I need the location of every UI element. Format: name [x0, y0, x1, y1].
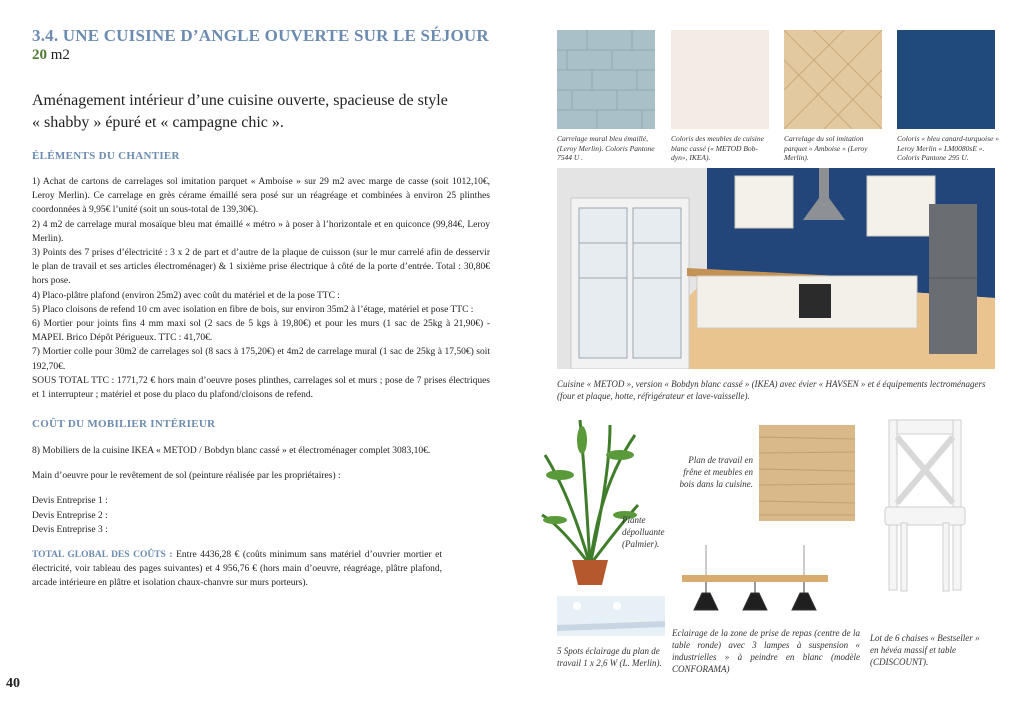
surface-area — [32, 47, 70, 64]
chantier-item: 3) Points des 7 prises d’électricité : 3 x 2 de part et d’autre de la plaque de cuisson (sur le mur carrelé afin de desservir le plan de travail et ses articles électroménager) & 1 sixième prise électrique à côté de la porte d’entrée. Total : 30,80€ hors pose. — [32, 248, 490, 287]
spots-caption: 5 Spots éclairage du plan de travail 1 x 2,6 W (L. Merlin). — [557, 646, 662, 668]
worktop-swatch — [759, 425, 855, 521]
kitchen-illustration — [557, 168, 995, 369]
swatch-caption: Carrelage mural bleu émaillé, (Leroy Merlin). Coloris Pantone 7544 U . — [557, 134, 655, 162]
page-number: 40 — [6, 676, 20, 691]
lamps-caption: Eclairage de la zone de prise de repas (centre de la table ronde) avec 3 lampes à suspension « industrielles » à peindre en blanc (modèle CONFORAMA) — [672, 628, 860, 674]
devis-line: Devis Entreprise 3 : — [32, 524, 108, 535]
spots-image — [557, 596, 665, 636]
chantier-item: 1) Achat de cartons de carrelages sol imitation parquet « Amboise » sur 29 m2 avec marge de casse (soit 1012,10€, Leroy Merlin). Ce carrelage en grès cérame émaillé sera posé sur un réagréage et combinées à environ 25 plinthes coordonnées à 9,95€ l’unité (soit un sous-total de 139,30€). — [32, 177, 490, 216]
mobilier-heading: COÛT DU MOBILIER INTÉRIEUR — [32, 418, 216, 430]
wall-paint-swatch — [897, 30, 995, 129]
total-text: Entre 4436,28 € (coûts minimum sans matériel d’ouvrier mortier et électricité, voir tableau des pages suivantes) et 4 956,76 € (hors main d’oeuvre, réagréage, plâtre plafond, arcade intérieure en plâtre et isolation chaux-chanvre sur murs porteurs). — [32, 550, 443, 589]
total-global — [32, 548, 442, 591]
swatch-caption: Coloris « bleu canard-turquoise » Leroy Merlin « LM0080sE ». Coloris Pantone 295 U. — [897, 134, 999, 162]
pendant-lamps-image — [676, 545, 836, 615]
intro-line-1: Aménagement intérieur d’une cuisine ouverte, spacieuse de style — [32, 92, 448, 109]
kitchen-render — [557, 168, 995, 369]
main-oeuvre-text: Main d’oeuvre pour le revêtement de sol (peinture réalisée par les propriétaires) : — [32, 471, 341, 482]
swatch-caption: Carrelage du sol imitation parquet « Amboise » (Leroy Merlin). — [784, 134, 868, 162]
kitchen-caption: Cuisine « METOD », version « Bobdyn blanc cassé » (IKEA) avec évier « HAVSEN » et é équipements lectroménagers (four et plaque, hotte, réfrigérateur et lave-vaisselle). — [557, 379, 986, 401]
chantier-item: 2) 4 m2 de carrelage mural mosaïque bleu mat émaillé « métro » à poser à l’horizontale et en quiconce (99,84€, Leroy Merlin). — [32, 219, 490, 244]
area-value: 20 — [32, 47, 47, 63]
floor-tile-swatch — [784, 30, 882, 129]
total-label: TOTAL GLOBAL DES COÛTS : — [32, 550, 173, 561]
intro-text — [32, 90, 472, 134]
plant-caption: Plante dépolluante (Palmier). — [622, 515, 665, 549]
chantier-item: 4) Placo-plâtre plafond (environ 25m2) avec coût du matériel et de la pose TTC : — [32, 290, 340, 301]
tile-pattern — [557, 30, 655, 129]
chantier-item: 6) Mortier pour joints fins 4 mm maxi sol (2 sacs de 5 kgs à 19,80€) et pour les murs (1 sac de 25kg à 21,90€) - MAPEI. Brico Dépôt Périgueux. TTC : 41,70€. — [32, 319, 490, 344]
devis-line: Devis Entreprise 1 : — [32, 496, 108, 507]
devis-line: Devis Entreprise 2 : — [32, 510, 108, 521]
chantier-heading: ÉLÉMENTS DU CHANTIER — [32, 150, 180, 162]
area-unit: m2 — [50, 47, 70, 63]
chantier-item: 7) Mortier colle pour 30m2 de carrelages sol (8 sacs à 175,20€) et 4m2 de carrelage mural (1 sac de 25kg à 17,50€) soit 192,70€. — [32, 347, 490, 372]
cabinet-color-swatch — [671, 30, 769, 129]
chantier-item: 5) Placo cloisons de refend 10 cm avec isolation en fibre de bois, sur environ 35m2 à l’étage, matériel et pose TTC : — [32, 304, 474, 315]
sous-total: SOUS TOTAL TTC : 1771,72 € hors main d’oeuvre poses plinthes, carrelages sol et murs ; pose de 7 prises électriques et 1 interrupteur ; matériel et pose du placo du plafond/cloisons de refend. — [32, 375, 490, 401]
worktop-caption: Plan de travail en frêne et meubles en bois dans la cuisine. — [679, 455, 753, 489]
plant-image — [540, 415, 640, 585]
parquet-pattern — [784, 30, 882, 129]
chantier-list — [32, 175, 490, 402]
mobilier-item: 8) Mobiliers de la cuisine IKEA « METOD / Bobdyn blanc cassé » et électroménager complet 3083,10€. — [32, 446, 431, 456]
chair-image — [875, 415, 975, 595]
wall-tile-swatch — [557, 30, 655, 129]
intro-line-2: « shabby » épuré et « campagne chic ». — [32, 114, 284, 131]
mobilier-block — [32, 444, 490, 591]
swatch-caption: Coloris des meubles de cuisine blanc cassé (« METOD Bob-dyn», IKEA). — [671, 134, 764, 162]
section-title: 3.4. UNE CUISINE D’ANGLE OUVERTE SUR LE SÉJOUR — [32, 26, 489, 45]
chairs-caption: Lot de 6 chaises « Bestseller » en hévéa massif et table (CDISCOUNT). — [870, 633, 980, 667]
